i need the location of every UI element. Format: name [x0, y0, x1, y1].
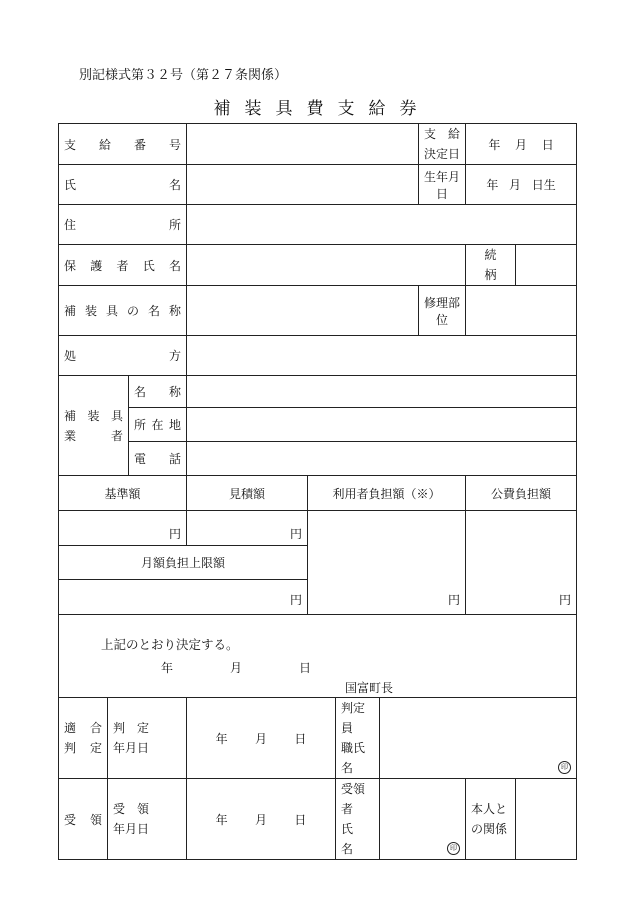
repair-part-field[interactable] [466, 286, 577, 336]
mayor-signature: 国富町長 [345, 681, 394, 695]
receipt-label: 受 領 [59, 779, 108, 860]
vendor-name-field[interactable] [187, 376, 577, 408]
form-number-note: 別記様式第３２号（第２７条関係） [79, 68, 288, 83]
relation-field[interactable] [516, 245, 577, 286]
prescription-label: 処方 [59, 336, 187, 376]
relation-label: 続 柄 [466, 245, 516, 286]
name-label: 氏名 [59, 165, 187, 205]
public-burden-header: 公費負担額 [466, 476, 577, 511]
vendor-phone-field[interactable] [187, 442, 577, 476]
address-field[interactable] [187, 205, 577, 245]
monthly-limit-label: 月額負担上限額 [59, 546, 308, 580]
judgment-date-label: 判 定 年月日 [108, 698, 187, 779]
birthdate-label: 生年月日 [419, 165, 466, 205]
repair-part-label: 修理部位 [419, 286, 466, 336]
public-burden-field[interactable]: 円 [466, 511, 577, 615]
vendor-phone-label: 電話 [129, 442, 187, 476]
birthdate-field[interactable]: 年 月 日生 [466, 165, 577, 205]
voucher-form-table [58, 123, 577, 860]
decision-text: 上記のとおり決定する。 [101, 637, 239, 652]
device-name-field[interactable] [187, 286, 419, 336]
payment-number-label: 支給番号 [59, 124, 187, 165]
receipt-date-label: 受 領 年月日 [108, 779, 187, 860]
payment-number-field[interactable] [187, 124, 419, 165]
recipient-name-field[interactable] [380, 779, 466, 860]
address-label: 住所 [59, 205, 187, 245]
recipient-label: 受領者 氏 名 [336, 779, 380, 860]
decision-date-label: 支 給 決定日 [419, 124, 466, 165]
estimate-amount-header: 見積額 [187, 476, 308, 511]
conformity-label: 適 合 判 定 [59, 698, 108, 779]
decision-date-line: 年 月 日 [161, 661, 311, 675]
guardian-name-label: 保護者氏名 [59, 245, 187, 286]
receipt-date-field[interactable]: 年 月 日 [187, 779, 336, 860]
vendor-name-label: 名称 [129, 376, 187, 408]
decision-date-field[interactable]: 年 月 日 [466, 124, 577, 165]
guardian-name-field[interactable] [187, 245, 466, 286]
vendor-location-field[interactable] [187, 408, 577, 442]
decision-block [59, 615, 577, 698]
vendor-location-label: 所在地 [129, 408, 187, 442]
base-amount-header: 基準額 [59, 476, 187, 511]
monthly-limit-field[interactable]: 円 [59, 580, 308, 615]
device-name-label: 補装具の名称 [59, 286, 187, 336]
estimate-amount-field[interactable]: 円 [187, 511, 308, 546]
name-field[interactable] [187, 165, 419, 205]
base-amount-field[interactable]: 円 [59, 511, 187, 546]
seal-mark-icon: 印 [558, 761, 571, 774]
user-burden-header: 利用者負担額（※） [308, 476, 466, 511]
seal-mark-icon: 印 [447, 842, 460, 855]
judge-field[interactable] [380, 698, 577, 779]
judgment-date-field[interactable]: 年 月 日 [187, 698, 336, 779]
relation-to-person-field[interactable] [516, 779, 577, 860]
vendor-label: 補装具 業 者 [59, 376, 129, 476]
user-burden-field[interactable]: 円 [308, 511, 466, 615]
judge-label: 判定員 職氏名 [336, 698, 380, 779]
document-title: 補装具費支給券 [213, 99, 431, 119]
relation-to-person-label: 本人と の関係 [466, 779, 516, 860]
prescription-field[interactable] [187, 336, 577, 376]
